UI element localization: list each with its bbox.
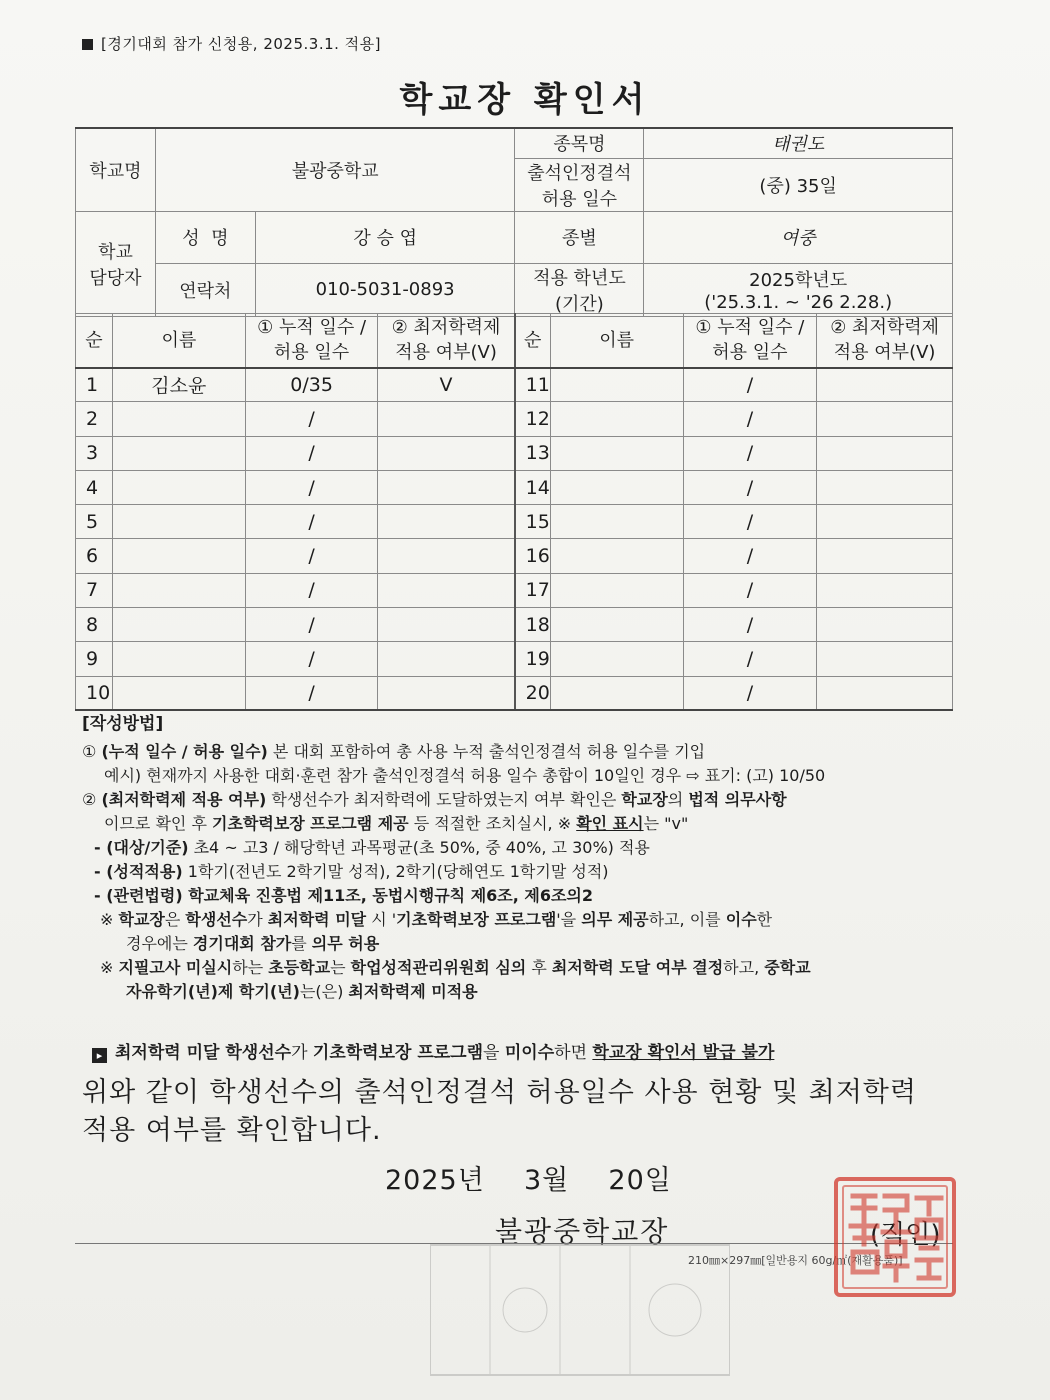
manager-label: 학교 담당자 [76, 211, 156, 316]
col-name-header-right: 이름 [550, 314, 683, 368]
left-no-cell: 9 [76, 642, 113, 676]
left-check-cell [378, 505, 515, 539]
left-name-cell [112, 436, 245, 470]
right-name-cell [550, 676, 683, 710]
right-check-cell [817, 539, 953, 573]
left-days-cell: / [245, 539, 378, 573]
show-through-marks [430, 1240, 730, 1380]
list-body [76, 368, 953, 711]
right-check-cell [817, 505, 953, 539]
right-check-cell [817, 402, 953, 436]
left-check-cell [378, 539, 515, 573]
instructions-title: [작성방법] [82, 714, 164, 734]
school-value: 불광중학교 [155, 128, 515, 211]
right-days-cell: / [683, 436, 817, 470]
left-name-cell [112, 642, 245, 676]
right-no-cell: 17 [515, 573, 551, 607]
seal-label: (직인) [870, 1220, 941, 1250]
right-check-cell [817, 608, 953, 642]
right-days-cell: / [683, 573, 817, 607]
right-no-cell: 13 [515, 436, 551, 470]
right-check-cell [817, 642, 953, 676]
right-check-cell [817, 573, 953, 607]
col-min-header-right: ② 최저학력제 적용 여부(V) [817, 314, 953, 368]
left-days-cell: / [245, 402, 378, 436]
left-days-cell: / [245, 470, 378, 504]
left-no-cell: 8 [76, 608, 113, 642]
category-value: 여중 [644, 211, 953, 263]
left-name-cell [112, 402, 245, 436]
issuance-notice: ▸ 최저학력 미달 학생선수가 기초학력보장 프로그램을 미이수하면 학교장 확인서 발급 불가 [92, 1038, 774, 1063]
table-row [76, 505, 953, 539]
instruction-note-2-line2: 자유학기(년)제 학기(년)는(은) 최저학력제 미적용 [126, 982, 478, 1001]
right-name-cell [550, 539, 683, 573]
sport-label: 종목명 [515, 128, 644, 158]
right-days-cell: / [683, 608, 817, 642]
table-row [76, 676, 953, 710]
left-check-cell [378, 470, 515, 504]
category-label: 종별 [515, 211, 644, 263]
left-no-cell: 10 [76, 676, 113, 710]
right-name-cell [550, 402, 683, 436]
form-header-note: [경기대회 참가 신청용, 2025.3.1. 적용] [82, 33, 381, 54]
left-name-cell [112, 470, 245, 504]
left-name-cell [112, 676, 245, 710]
right-no-cell: 15 [515, 505, 551, 539]
right-name-cell [550, 436, 683, 470]
table-row [76, 642, 953, 676]
right-check-cell [817, 368, 953, 402]
left-check-cell [378, 436, 515, 470]
arrow-box-icon: ▸ [92, 1048, 107, 1063]
name-label: 성 명 [155, 211, 255, 263]
instructions [82, 712, 962, 1004]
col-days-header-right: ① 누적 일수 / 허용 일수 [683, 314, 817, 368]
right-days-cell: / [683, 505, 817, 539]
right-days-cell: / [683, 402, 817, 436]
left-check-cell: V [378, 368, 515, 402]
table-row [76, 470, 953, 504]
instruction-sub-1: - (대상/기준) 초4 ~ 고3 / 해당학년 과목평균(초 50%, 중 40%, 고 30%) 적용 [94, 838, 650, 857]
right-name-cell [550, 573, 683, 607]
right-no-cell: 11 [515, 368, 551, 402]
left-days-cell: / [245, 608, 378, 642]
table-row [76, 608, 953, 642]
contact-label: 연락처 [155, 263, 255, 316]
right-days-cell: / [683, 539, 817, 573]
right-days-cell: / [683, 642, 817, 676]
left-days-cell: / [245, 642, 378, 676]
right-no-cell: 19 [515, 642, 551, 676]
col-days-header: ① 누적 일수 / 허용 일수 [245, 314, 378, 368]
left-check-cell [378, 642, 515, 676]
right-no-cell: 14 [515, 470, 551, 504]
instruction-item-2-line2: 이므로 확인 후 기초학력보장 프로그램 제공 등 적절한 조치실시, ※ 확인 표시는 "v" [104, 814, 689, 833]
name-value: 강 승 엽 [255, 211, 515, 263]
left-days-cell: / [245, 505, 378, 539]
instruction-note-1-line2: 경우에는 경기대회 참가를 의무 허용 [126, 934, 380, 953]
contact-value: 010-5031-0893 [255, 263, 515, 316]
student-list-table [75, 313, 953, 711]
instruction-sub-3: - (관련법령) 학교체육 진흥법 제11조, 동법시행규칙 제6조, 제6조의2 [94, 886, 594, 905]
left-days-cell: / [245, 573, 378, 607]
allowed-days-value: (중) 35일 [644, 158, 953, 211]
instruction-item-1-example: 예시) 현재까지 사용한 대회·훈련 참가 출석인정결석 허용 일수 총합이 10일인 경우 ⇨ 표기: (고) 10/50 [104, 766, 826, 785]
left-name-cell [112, 505, 245, 539]
col-name-header: 이름 [112, 314, 245, 368]
left-no-cell: 6 [76, 539, 113, 573]
left-name-cell [112, 608, 245, 642]
left-name-cell [112, 539, 245, 573]
list-header-row [76, 314, 953, 368]
right-name-cell [550, 470, 683, 504]
left-no-cell: 1 [76, 368, 113, 402]
left-days-cell: / [245, 676, 378, 710]
col-min-header: ② 최저학력제 적용 여부(V) [378, 314, 515, 368]
table-row [76, 436, 953, 470]
table-row [76, 573, 953, 607]
right-no-cell: 16 [515, 539, 551, 573]
left-check-cell [378, 573, 515, 607]
left-check-cell [378, 676, 515, 710]
square-bullet-icon [82, 39, 93, 50]
year-label: 적용 학년도 (기간) [515, 263, 644, 316]
right-name-cell [550, 368, 683, 402]
left-days-cell: / [245, 436, 378, 470]
left-no-cell: 5 [76, 505, 113, 539]
right-no-cell: 20 [515, 676, 551, 710]
left-no-cell: 7 [76, 573, 113, 607]
left-check-cell [378, 608, 515, 642]
issue-date: 2025년 3월 20일 [385, 1165, 672, 1196]
allowed-days-label: 출석인정결석 허용 일수 [515, 158, 644, 211]
right-check-cell [817, 676, 953, 710]
principal-title: 불광중학교장 [495, 1215, 670, 1248]
left-check-cell [378, 402, 515, 436]
school-label: 학교명 [76, 128, 156, 211]
right-days-cell: / [683, 368, 817, 402]
instruction-note-2: ※ 지필고사 미실시하는 초등학교는 학업성적관리위원회 심의 후 최저학력 도달 여부 결정하고, 중학교 [100, 958, 811, 977]
col-no-header-right: 순 [515, 314, 551, 368]
right-days-cell: / [683, 676, 817, 710]
right-name-cell [550, 608, 683, 642]
left-days-cell: 0/35 [245, 368, 378, 402]
year-value: 2025학년도 ('25.3.1. ~ '26 2.28.) [644, 263, 953, 316]
instruction-item-2: ② (최저학력제 적용 여부) 학생선수가 최저학력에 도달하였는지 여부 확인은 학교장의 법적 의무사항 [82, 790, 787, 809]
official-seal-icon [833, 1176, 957, 1298]
left-name-cell: 김소윤 [112, 368, 245, 402]
page-title: 학교장 확인서 [399, 80, 651, 120]
right-no-cell: 12 [515, 402, 551, 436]
instruction-note-1: ※ 학교장은 학생선수가 최저학력 미달 시 '기초학력보장 프로그램'을 의무 제공하고, 이를 이수한 [100, 910, 773, 929]
table-row [76, 402, 953, 436]
right-check-cell [817, 436, 953, 470]
right-name-cell [550, 642, 683, 676]
col-no-header: 순 [76, 314, 113, 368]
table-row [76, 368, 953, 402]
sport-value: 태권도 [644, 128, 953, 158]
left-no-cell: 4 [76, 470, 113, 504]
right-name-cell [550, 505, 683, 539]
confirmation-statement: 위와 같이 학생선수의 출석인정결석 허용일수 사용 현황 및 최저학력 적용 여부를 확인합니다. [82, 1077, 917, 1146]
right-days-cell: / [683, 470, 817, 504]
left-no-cell: 3 [76, 436, 113, 470]
info-table [75, 127, 953, 317]
table-row [76, 539, 953, 573]
right-no-cell: 18 [515, 608, 551, 642]
right-check-cell [817, 470, 953, 504]
instruction-item-1: ① (누적 일수 / 허용 일수) 본 대회 포함하여 총 사용 누적 출석인정결석 허용 일수를 기입 [82, 742, 706, 761]
left-no-cell: 2 [76, 402, 113, 436]
paper-spec: 210㎜×297㎜[일반용지 60g/㎡(재활용품)] [688, 1254, 903, 1267]
instruction-sub-2: - (성적적용) 1학기(전년도 2학기말 성적), 2학기(당해연도 1학기말 성적) [94, 862, 609, 881]
left-name-cell [112, 573, 245, 607]
